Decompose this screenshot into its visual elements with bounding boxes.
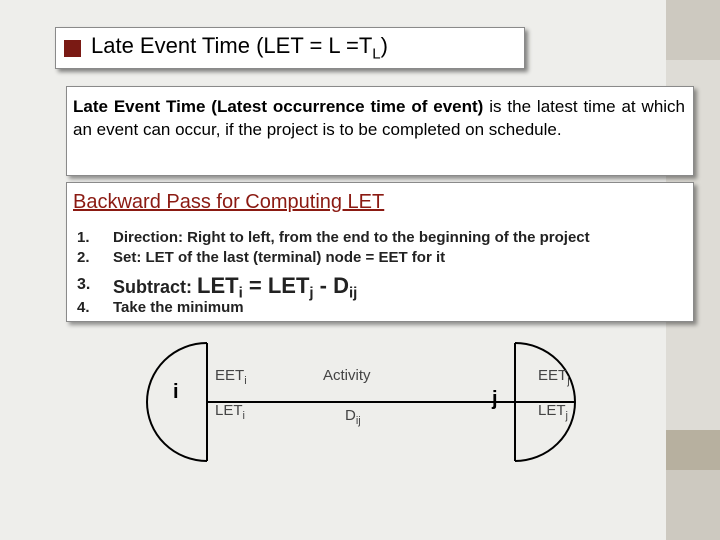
activity-label: Activity	[323, 367, 371, 384]
backward-pass-title: Backward Pass for Computing LET	[73, 191, 385, 213]
node-j-let: $LET_j$	[538, 402, 568, 422]
node-i-label: i	[173, 381, 179, 403]
node-j-eet: $EET_j$	[538, 367, 570, 387]
duration-label: $D_{ij}$	[345, 407, 361, 427]
slide-title: Late Event Time $(LET = L =T_L)$	[91, 33, 388, 63]
definition-text: Late Event Time (Latest occurrence time of event) is the latest time at which an event can occur, if the project is to be completed on schedule.	[73, 97, 686, 139]
node-i-let: $LET_i$	[215, 402, 245, 422]
backward-pass-box: Backward Pass for Computing LET 1. Direction: Right to left, from the end to the beginning of the project 2. Set: LET of the last (terminal) node = EET for it 3. Subtract: $LET_i = LET_j - D_{ij}$ 4. Take the minimum	[66, 182, 694, 322]
node-j-label: j	[492, 388, 498, 410]
node-i-eet: $EET_i$	[215, 367, 247, 387]
